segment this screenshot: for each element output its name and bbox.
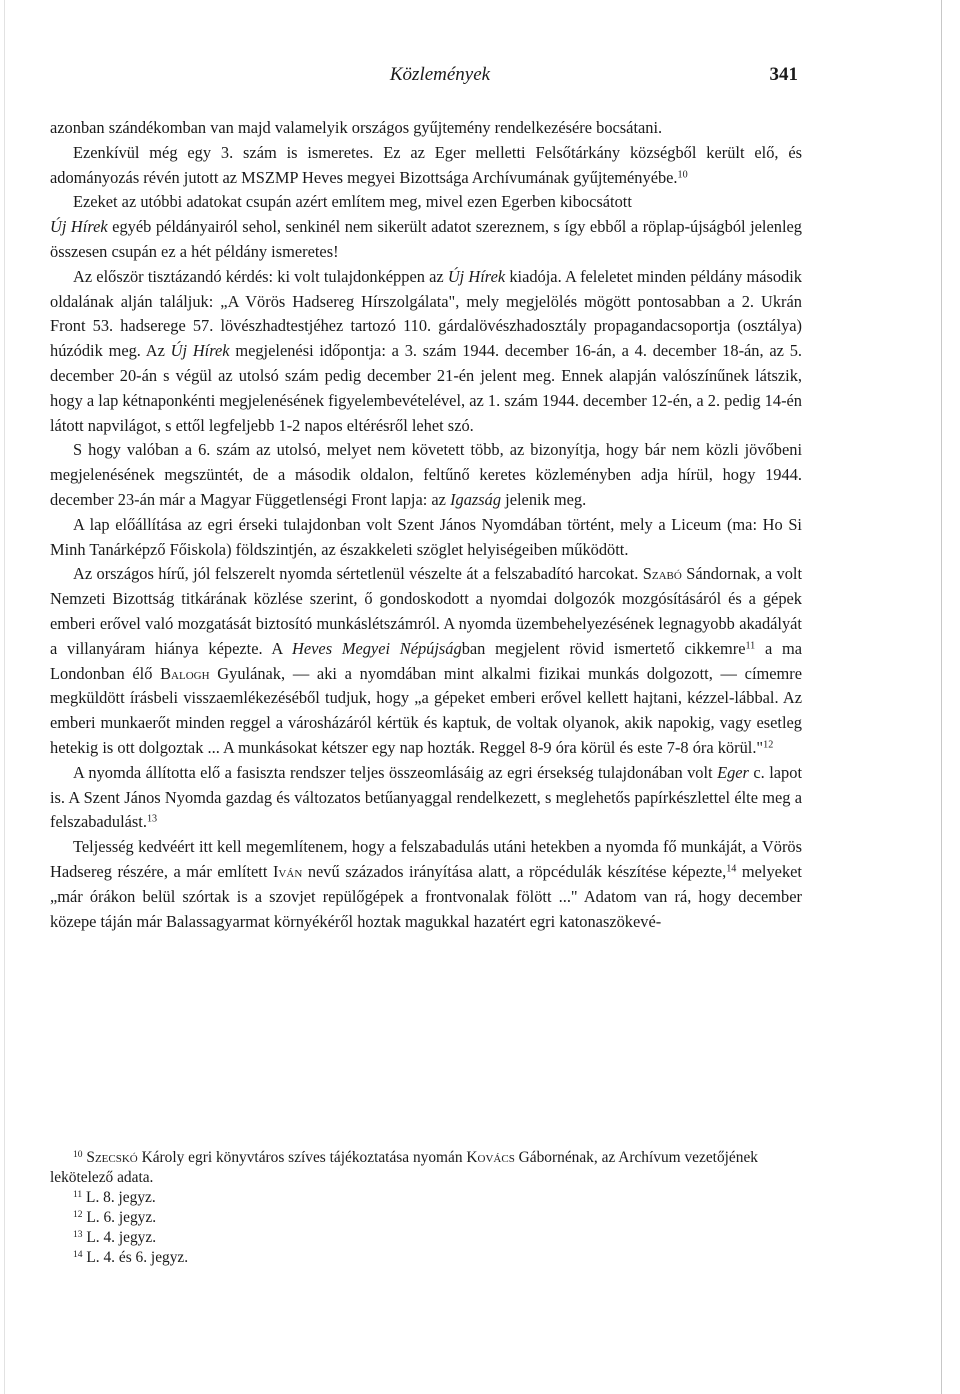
footnote-number: 13 xyxy=(73,1228,83,1240)
footnotes xyxy=(50,1148,802,1268)
person-name: Szecskó xyxy=(86,1149,138,1166)
paragraph-text: nevű százados irányítása alatt, a röpcédulák készítése képezte, xyxy=(302,861,727,881)
footnote-ref[interactable]: 12 xyxy=(763,739,774,751)
paragraph-text: Teljesség kedvéért itt kell megemlítenem, hogy a felszabadulás utáni hetekben a nyomda fő munkáját, a Vörös Hadsereg részére, a már említett xyxy=(50,837,802,881)
paragraph-text: Gyulának, — aki a nyomdában mint alkalmi fizikai munkás dolgozott, — címemre megküldött írásbeli visszaemlékezéséből tudjuk, hogy „a gépeket emberi erővel kellett hajtani, kézzel-lábbal. Az emberi munkaerőt minden reggel a városházáról kértük és kaptuk, de voltak olyanok, akik napokig, vagy esetleg hetekig is ott dolgoztak ... A munkásokat kétszer egy nap hozták. Reggel 8-9 óra körül és este 7-8 óra körül." xyxy=(50,663,802,757)
paragraph-text: melyeket „már órákon belül szórtak is a szovjet repülőgépek a frontvonalak fölött ..." Adatom van rá, hogy december közepe táján már Balassagyarmat környékéről hoztak magukkal hazatért egri katonaszökevé- xyxy=(50,861,802,931)
footnote-number: 14 xyxy=(73,1248,83,1260)
paragraph-text: A lap előállítása az egri érseki tulajdonban volt Szent János Nyomdában történt, mely a Liceum (ma: Ho Si Minh Tanárképző Főiskola) földszintjén, az északkeleti szöglet helyiségeiben működött. xyxy=(50,514,802,559)
paragraph-text: Az országos hírű, jól felszerelt nyomda sértetlenül vészelte át a felszabadító harcokat. xyxy=(73,564,643,584)
footnote-ref[interactable]: 11 xyxy=(745,640,756,652)
paragraph xyxy=(50,116,802,141)
footnote xyxy=(50,1148,802,1188)
italic-title: Új Hírek xyxy=(447,266,506,286)
paragraph-text: Ezenkívül még egy 3. szám is ismeretes. Ez az Eger melletti Felsőtárkány községből került elő, és adományozás révén jutott az MSZMP Heves megyei Bizottsága Archívumának gyűjteményébe. xyxy=(50,142,802,187)
paragraph-text: jelenik meg. xyxy=(501,489,587,509)
paragraph xyxy=(50,761,802,835)
paragraph-text: a ma Londonban élő xyxy=(50,638,803,683)
paragraph xyxy=(50,562,802,760)
footnote-number: 12 xyxy=(73,1208,83,1220)
footnote xyxy=(50,1228,802,1248)
footnote-ref[interactable]: 10 xyxy=(677,169,688,181)
paragraph-text: megjelenési időpontja: a 3. szám 1944. december 16-án, a 4. december 18-án, az 5. december 20-án s végül az utolsó szám pedig december 21-én jelent meg. Ennek alapján valószínűnek látszik, hogy a lap kétnaponkénti megjelenésének figyelembevételével, az 1. szám 1944. december 12-én, a 2. pedig 14-én látott napvilágot, s ettől legfeljebb 1-2 napos eltérésről lehet szó. xyxy=(50,341,802,435)
person-name: Kovács xyxy=(466,1149,515,1166)
person-name: Szabó xyxy=(642,564,682,584)
paragraph-text: A nyomda állította elő a fasiszta rendszer teljes összeomlásáig az egri érsekség tulajdonában volt xyxy=(73,762,718,782)
footnote-number: 11 xyxy=(73,1188,83,1200)
italic-title: Heves Megyei Népújság xyxy=(292,638,462,658)
paragraph xyxy=(50,513,802,563)
scan-edge-line xyxy=(941,0,942,1394)
paragraph xyxy=(50,265,802,439)
footnote xyxy=(50,1188,802,1208)
footnote xyxy=(50,1248,802,1268)
paragraph-text: c. lapot is. A Szent János Nyomda gazdag és változatos betűanyaggal rendelkezett, s meglehetős papírkészlettel élte meg a felszabadulást. xyxy=(50,762,802,832)
italic-title: Eger xyxy=(717,762,749,782)
italic-title: Új Hírek xyxy=(50,217,108,237)
footnote-ref[interactable]: 13 xyxy=(146,813,158,825)
footnote-text: Gábornénak, az Archívum vezetőjének lekötelező adata. xyxy=(50,1149,758,1186)
paragraph-text: azonban szándékomban van majd valamelyik országos gyűjtemény rendelkezésére bocsátani. xyxy=(50,118,663,137)
paragraph-text: S hogy valóban a 6. szám az utolsó, melyet nem követett több, az bizonyítja, hogy bár nem közli jövőbeni megjelenésének megszüntét, de a második oldalon, feltűnő keretes közleményben adja hírül, hogy 1944. december 23-án már a Magyar Függetlenségi Front lapja: az xyxy=(50,440,802,509)
footnote-text: L. 6. jegyz. xyxy=(86,1209,157,1226)
footnote xyxy=(50,1208,802,1228)
paragraph-text: kiadója. A feleletet minden példány második oldalának alján találjuk: „A Vörös Hadsereg Hírszolgálata", mely megjelölés mögött pontosabban a 2. Ukrán Front 53. hadserege 57. lövészhadtestjéhez tartozó 110. gárdalövészhadosztály propagandacsoportja (osztálya) húzódik meg. Az xyxy=(50,266,802,361)
footnote-text: L. 4. jegyz. xyxy=(86,1229,157,1246)
scan-edge-line xyxy=(4,0,5,1394)
paragraph-text: Ezeket az utóbbi adatokat csupán azért említem meg, mivel ezen Egerben kibocsátott xyxy=(73,192,632,212)
paragraph xyxy=(50,141,802,191)
italic-title: Igazság xyxy=(450,489,502,509)
paragraph xyxy=(50,190,802,264)
footnote-text: Károly egri könyvtáros szíves tájékoztatása nyomán xyxy=(137,1149,467,1166)
person-name: Iván xyxy=(272,861,303,881)
running-header xyxy=(0,64,960,94)
paragraph xyxy=(50,835,802,934)
footnote-number: 10 xyxy=(73,1148,83,1160)
paragraph-text: Sándornak, a volt Nemzeti Bizottság titkárának közlése szerint, ő gondoskodott a nyomdai dolgozók mozgósításáról és a gépek emberi erővel való mozgatását biztosító munkáslétszámról. A nyomda üzembehelyezésének legnagyobb akadályát a villanyáram hiánya képezte. A xyxy=(50,564,802,658)
footnote-ref[interactable]: 14 xyxy=(726,863,737,875)
paragraph-text: ban megjelent rövid ismertető cikkemre xyxy=(461,638,746,658)
person-name: Balogh xyxy=(160,663,210,683)
paragraph xyxy=(50,438,802,512)
footnote-text: L. 8. jegyz. xyxy=(86,1189,156,1206)
paragraph-text: egyéb példányairól sehol, senkinél nem sikerült adatot szereznem, s így ebből a röplap-újságból jelenleg összesen csupán ez a hét példány ismeretes! xyxy=(50,217,802,261)
page-number: 341 xyxy=(769,64,798,85)
footnote-text: L. 4. és 6. jegyz. xyxy=(86,1249,189,1266)
paragraph-text: Az először tisztázandó kérdés: ki volt tulajdonképpen az xyxy=(73,266,448,286)
body-text xyxy=(50,116,802,934)
italic-title: Új Hírek xyxy=(170,341,230,361)
running-title: Közlemények xyxy=(389,64,491,85)
